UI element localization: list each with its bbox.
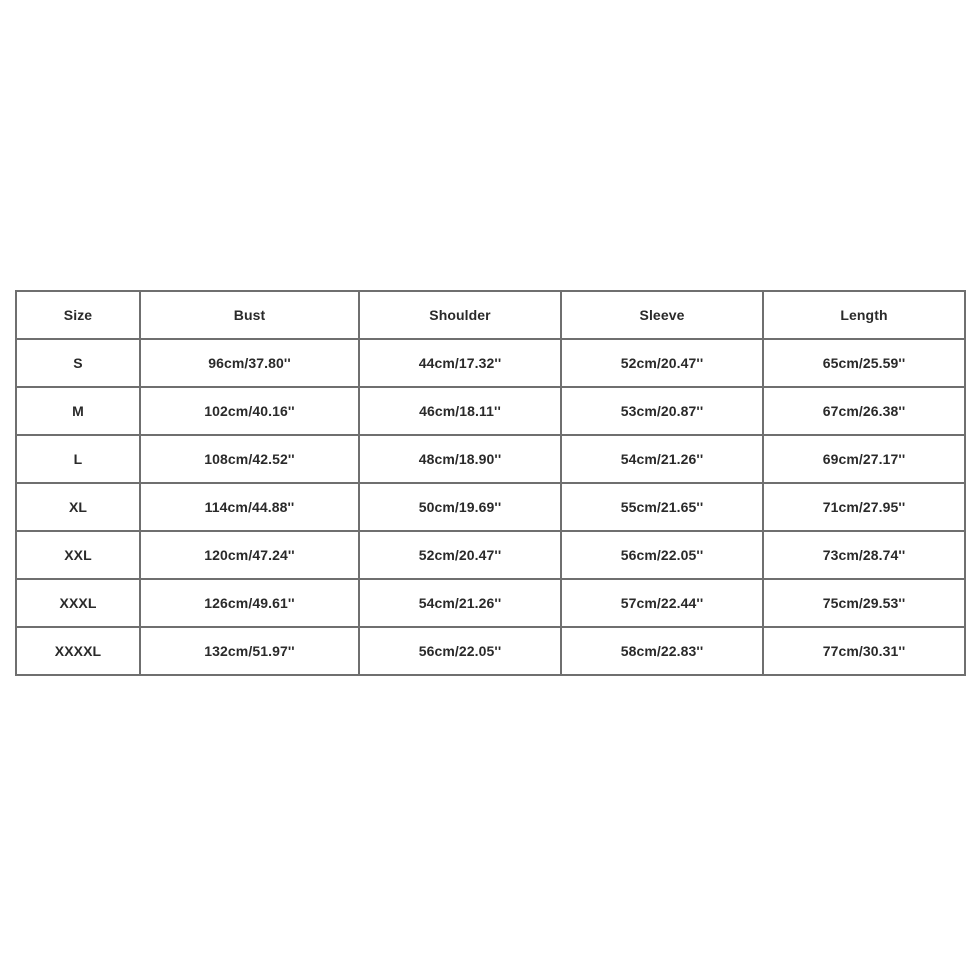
header-sleeve: Sleeve <box>561 291 763 339</box>
bust-cell: 96cm/37.80'' <box>140 339 359 387</box>
bust-cell: 102cm/40.16'' <box>140 387 359 435</box>
sleeve-cell: 52cm/20.47'' <box>561 339 763 387</box>
sleeve-cell: 55cm/21.65'' <box>561 483 763 531</box>
size-cell: XXXL <box>16 579 140 627</box>
size-chart-table <box>15 290 966 676</box>
table-row <box>16 627 965 675</box>
sleeve-cell: 56cm/22.05'' <box>561 531 763 579</box>
table-row <box>16 435 965 483</box>
shoulder-cell: 54cm/21.26'' <box>359 579 561 627</box>
sleeve-cell: 53cm/20.87'' <box>561 387 763 435</box>
shoulder-cell: 52cm/20.47'' <box>359 531 561 579</box>
shoulder-cell: 46cm/18.11'' <box>359 387 561 435</box>
length-cell: 73cm/28.74'' <box>763 531 965 579</box>
shoulder-cell: 48cm/18.90'' <box>359 435 561 483</box>
length-cell: 77cm/30.31'' <box>763 627 965 675</box>
size-cell: XL <box>16 483 140 531</box>
size-cell: XXXXL <box>16 627 140 675</box>
bust-cell: 132cm/51.97'' <box>140 627 359 675</box>
shoulder-cell: 44cm/17.32'' <box>359 339 561 387</box>
bust-cell: 108cm/42.52'' <box>140 435 359 483</box>
table-row <box>16 531 965 579</box>
header-length: Length <box>763 291 965 339</box>
shoulder-cell: 50cm/19.69'' <box>359 483 561 531</box>
length-cell: 71cm/27.95'' <box>763 483 965 531</box>
shoulder-cell: 56cm/22.05'' <box>359 627 561 675</box>
sleeve-cell: 58cm/22.83'' <box>561 627 763 675</box>
table-row <box>16 579 965 627</box>
bust-cell: 120cm/47.24'' <box>140 531 359 579</box>
size-cell: XXL <box>16 531 140 579</box>
header-bust: Bust <box>140 291 359 339</box>
length-cell: 67cm/26.38'' <box>763 387 965 435</box>
table-row <box>16 387 965 435</box>
table-header-row <box>16 291 965 339</box>
bust-cell: 126cm/49.61'' <box>140 579 359 627</box>
table-row <box>16 339 965 387</box>
sleeve-cell: 54cm/21.26'' <box>561 435 763 483</box>
header-shoulder: Shoulder <box>359 291 561 339</box>
size-cell: M <box>16 387 140 435</box>
bust-cell: 114cm/44.88'' <box>140 483 359 531</box>
sleeve-cell: 57cm/22.44'' <box>561 579 763 627</box>
length-cell: 75cm/29.53'' <box>763 579 965 627</box>
size-cell: S <box>16 339 140 387</box>
size-cell: L <box>16 435 140 483</box>
table-row <box>16 483 965 531</box>
header-size: Size <box>16 291 140 339</box>
length-cell: 65cm/25.59'' <box>763 339 965 387</box>
length-cell: 69cm/27.17'' <box>763 435 965 483</box>
